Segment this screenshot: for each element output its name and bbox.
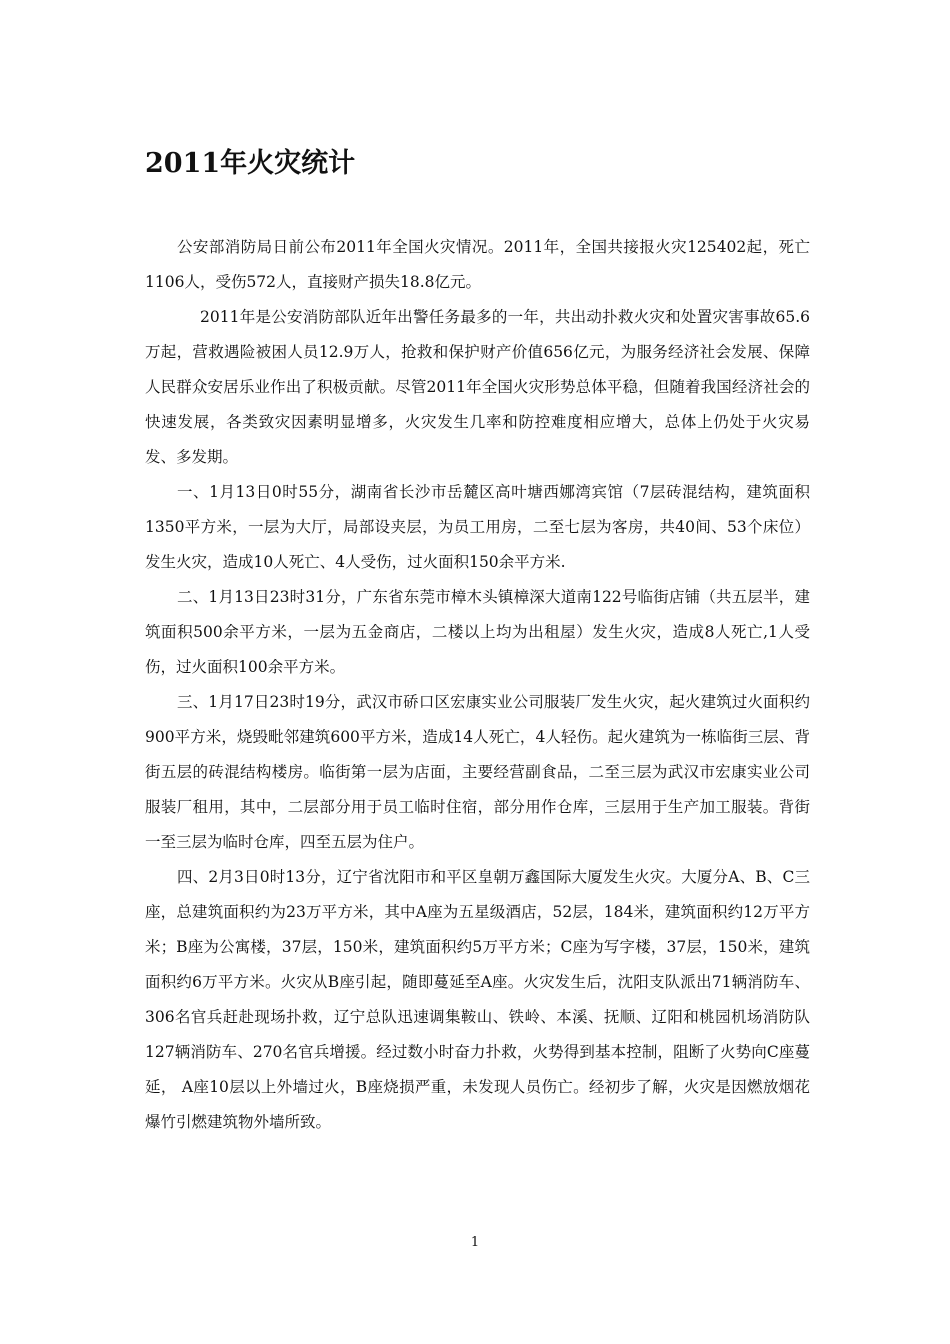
page-number: 1: [470, 1235, 480, 1250]
paragraph-case-3: 三、1月17日23时19分，武汉市硚口区宏康实业公司服装厂发生火灾，起火建筑过火面积约900平方米，烧毁毗邻建筑600平方米，造成14人死亡，4人轻伤。起火建筑为一栋临街三层、背街五层的砖混结构楼房。临街第一层为店面，主要经营副食品，二至三层为武汉市宏康实业公司服装厂租用，其中，二层部分用于员工临时住宿，部分用作仓库，三层用于生产加工服装。背街一至三层为临时仓库，四至五层为住户。: [145, 693, 810, 851]
document-title: 2011年火灾统计: [145, 148, 356, 179]
paragraph-case-2: 二、1月13日23时31分，广东省东莞市樟木头镇樟深大道南122号临街店铺（共五层半，建筑面积500余平方米，一层为五金商店，二楼以上均为出租屋）发生火灾，造成8人死亡,1人受伤，过火面积100余平方米。: [145, 588, 810, 676]
paragraph-summary: 2011年是公安消防部队近年出警任务最多的一年，共出动扑救火灾和处置灾害事故65.6万起，营救遇险被困人员12.9万人，抢救和保护财产价值656亿元，为服务经济社会发展、保障人民群众安居乐业作出了积极贡献。尽管2011年全国火灾形势总体平稳，但随着我国经济社会的快速发展，各类致灾因素明显增多，火灾发生几率和防控难度相应增大，总体上仍处于火灾易发、多发期。: [145, 308, 810, 466]
document-body: [145, 230, 810, 1140]
paragraph-case-4: 四、2月3日0时13分，辽宁省沈阳市和平区皇朝万鑫国际大厦发生火灾。大厦分A、B、C三座，总建筑面积约为23万平方米，其中A座为五星级酒店，52层，184米，建筑面积约12万平方米；B座为公寓楼，37层，150米，建筑面积约5万平方米；C座为写字楼，37层，150米，建筑面积约6万平方米。火灾从B座引起，随即蔓延至A座。火灾发生后，沈阳支队派出71辆消防车、306名官兵赶赴现场扑救，辽宁总队迅速调集鞍山、铁岭、本溪、抚顺、辽阳和桃园机场消防队127辆消防车、270名官兵增援。经过数小时奋力扑救，火势得到基本控制，阻断了火势向C座蔓延， A座10层以上外墙过火，B座烧损严重，未发现人员伤亡。经初步了解，火灾是因燃放烟花爆竹引燃建筑物外墙所致。: [145, 868, 810, 1131]
paragraph-intro: 公安部消防局日前公布2011年全国火灾情况。2011年，全国共接报火灾125402起，死亡1106人，受伤572人，直接财产损失18.8亿元。: [145, 238, 810, 291]
paragraph-case-1: 一、1月13日0时55分，湖南省长沙市岳麓区高叶塘西娜湾宾馆（7层砖混结构，建筑面积1350平方米，一层为大厅，局部设夹层，为员工用房，二至七层为客房，共40间、53个床位）发生火灾，造成10人死亡、4人受伤，过火面积150余平方米.: [145, 483, 810, 571]
